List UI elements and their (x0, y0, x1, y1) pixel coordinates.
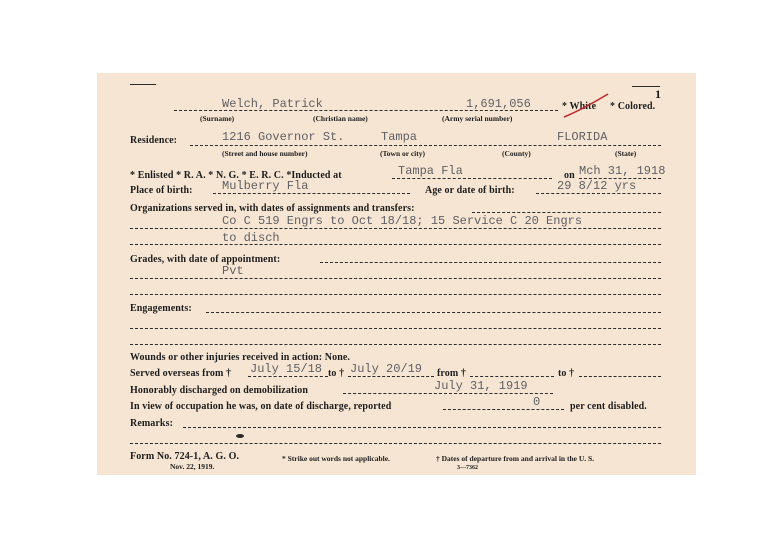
birthplace-label: Place of birth: (130, 185, 193, 196)
overseas-to-line (348, 376, 434, 377)
grades-line-1 (130, 278, 661, 279)
colored-label: * Colored. (610, 101, 656, 112)
age: 29 8/12 yrs (557, 179, 637, 193)
disabled-label: per cent disabled. (570, 401, 647, 412)
serial-caption: (Army serial number) (442, 114, 513, 123)
overseas-to2-label: to † (558, 368, 575, 379)
inducted-line (392, 178, 552, 179)
strikeout-mark (562, 90, 612, 122)
remarks-line-1 (130, 443, 661, 444)
residence-line (190, 145, 661, 146)
print-code: 3—7362 (457, 465, 478, 471)
strike-note: * Strike out words not applicable. (282, 454, 390, 463)
organizations-label: Organizations served in, with dates of assignments and transfers: (130, 203, 415, 214)
engagements-line-2 (130, 344, 661, 345)
name-line (174, 110, 558, 111)
ink-blot (236, 434, 244, 438)
overseas-from2-line (470, 376, 554, 377)
wounds-label: Wounds or other injuries received in action: None. (130, 352, 350, 363)
street-caption: (Street and house number) (222, 149, 308, 158)
discharged-label: Honorably discharged on demobilization (130, 385, 308, 396)
disability-line (443, 409, 564, 410)
grades-line-0 (320, 262, 661, 263)
organizations-entry-2: to disch (222, 231, 280, 245)
christian-name-caption: (Christian name) (313, 114, 368, 123)
place-of-birth: Mulberry Fla (222, 179, 309, 193)
overseas-to-date: July 20/19 (350, 362, 423, 376)
remarks-line-0 (183, 427, 661, 428)
enlisted-label: * Enlisted * R. A. * N. G. * E. R. C. *Inducted at (130, 170, 342, 181)
occupation-label: In view of occupation he was, on date of discharge, reported (130, 401, 392, 412)
engagements-label: Engagements: (130, 303, 192, 314)
induction-date: Mch 31, 1918 (579, 164, 666, 178)
residence-label: Residence: (130, 135, 178, 146)
overseas-from2-label: from † (437, 368, 467, 379)
overseas-to-label: to † (328, 368, 345, 379)
county-caption: (County) (502, 149, 531, 158)
age-label: Age or date of birth: (425, 185, 515, 196)
town-caption: (Town or city) (380, 149, 425, 158)
organizations-line-2 (130, 244, 661, 245)
overseas-to2-line (579, 376, 661, 377)
overseas-from-label: Served overseas from † (130, 368, 232, 379)
top-rule-left (130, 84, 156, 85)
age-line (536, 193, 661, 194)
dates-note: † Dates of departure from and arrival in the U. S. (436, 454, 595, 463)
white-label: * White (562, 101, 597, 112)
street-address: 1216 Governor St. (222, 130, 345, 144)
surname-caption: (Surname) (200, 114, 235, 123)
town: Tampa (381, 130, 418, 144)
grades-line-2 (130, 294, 661, 295)
soldier-name: Welch, Patrick (222, 97, 323, 111)
engagements-line-0 (206, 312, 661, 313)
card-number: 1 (655, 87, 662, 101)
form-date: Nov. 22, 1919. (170, 462, 215, 471)
on-label: on (564, 170, 575, 181)
birthplace-line (213, 193, 410, 194)
form-number: Form No. 724-1, A. G. O. (130, 451, 240, 462)
grade: Pvt (222, 264, 244, 278)
inducted-at: Tampa Fla (398, 164, 463, 178)
discharge-line (343, 393, 553, 394)
disability-percent: 0 (533, 395, 541, 409)
discharge-date: July 31, 1919 (434, 379, 528, 393)
grades-label: Grades, with date of appointment: (130, 254, 281, 265)
organizations-line-1 (130, 228, 661, 229)
organizations-line-0 (472, 212, 661, 213)
overseas-from-line (248, 376, 328, 377)
organizations-entry-1: Co C 519 Engrs to Oct 18/18; 15 Service C 20 Engrs (222, 214, 583, 228)
state: FLORIDA (557, 130, 608, 144)
overseas-from-date: July 15/18 (250, 362, 323, 376)
state-caption: (State) (615, 149, 637, 158)
engagements-line-1 (130, 328, 661, 329)
army-serial-number: 1,691,056 (466, 97, 531, 111)
remarks-label: Remarks: (130, 418, 174, 429)
